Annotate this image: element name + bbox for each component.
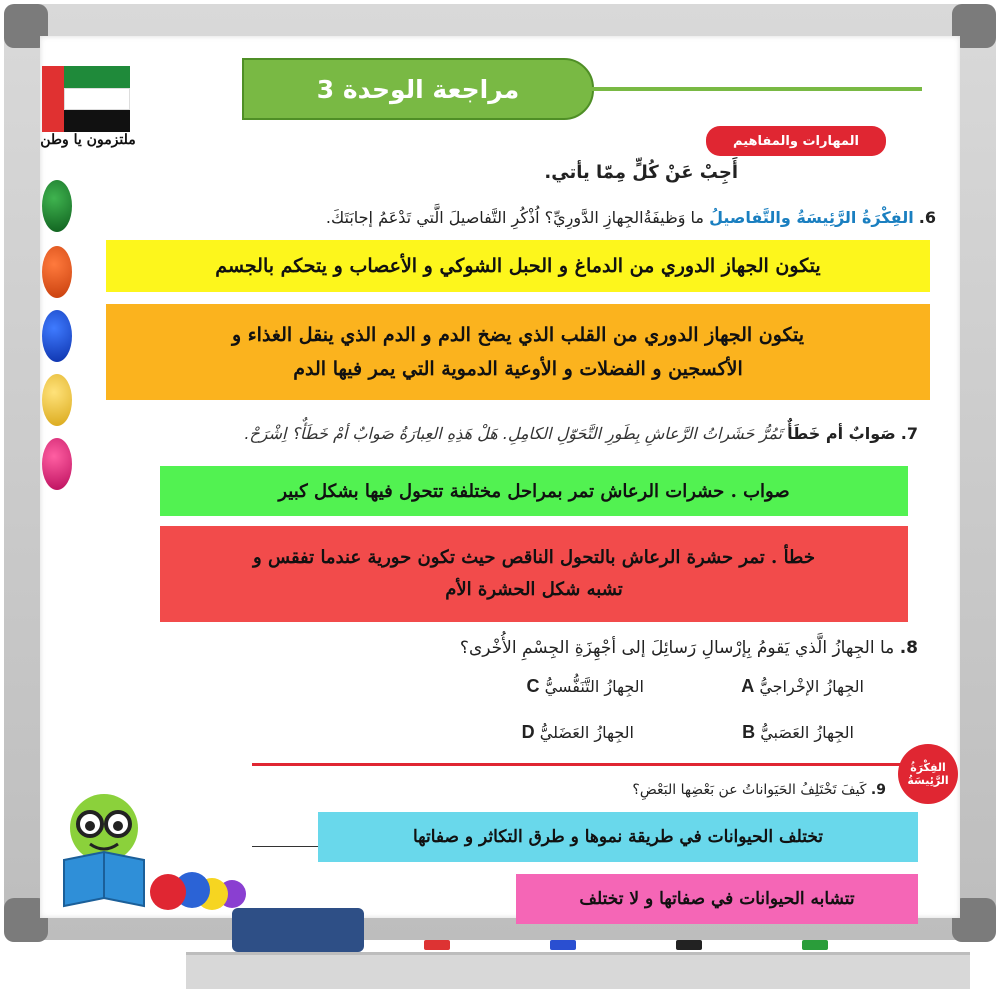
option-d-letter: D: [521, 722, 535, 742]
question-9: [632, 782, 886, 798]
option-c-text: الجِهازُ التَّنَفُّسيُّ: [544, 677, 644, 696]
question-6-text: ما وَظيفَةُالجِهازِ الدَّورِيِّ؟ اُذْكُرِ التَّفاصيلَ الَّتي تَدْعَمُ إجابَتَكَ.: [325, 208, 704, 227]
q6-answer-yellow-text: يتكون الجهاز الدوري من الدماغ و الحبل الشوكي و الأعصاب و يتحكم بالجسم: [215, 255, 821, 277]
page-title: مراجعة الوحدة 3: [316, 74, 520, 104]
option-c[interactable]: [527, 676, 644, 697]
option-a-text: الجِهازُ الإخْراجيُّ: [759, 677, 864, 696]
question-7-number: 7.: [900, 424, 918, 443]
option-a[interactable]: [741, 676, 864, 697]
title-underline: [592, 87, 922, 91]
flag-caption: ملتزمون يا وطن: [40, 132, 136, 148]
black-marker-icon: [676, 940, 702, 950]
uae-flag-icon: [42, 66, 130, 132]
q7-answer-red-line1: خطأ . تمر حشرة الرعاش بالتحول الناقص حيث تكون حورية عندما تفقس و: [253, 546, 815, 568]
q6-answer-orange[interactable]: [106, 304, 930, 400]
option-b-letter: B: [742, 722, 756, 742]
skills-concepts-badge: المهارات والمفاهيم: [706, 126, 886, 156]
q9-answer-cyan[interactable]: [318, 812, 918, 862]
q7-answer-red-line2: تشبه شكل الحشرة الأم: [445, 579, 623, 600]
option-d[interactable]: [522, 722, 634, 743]
question-7-text: تَمُرُّ حَشَراتُ الرَّعاشِ بِطَورِ التَّحَوّلِ الكامِلِ. هَلْ هَذِهِ العِبارَةُ صَوابٌ أمْ خَطَأٌ؟ اِشْرَحْ.: [244, 424, 783, 443]
option-b-text: الجِهازُ العَصَبيُّ: [760, 723, 854, 742]
q6-answer-yellow[interactable]: [106, 240, 930, 292]
question-6-lead: الفِكْرَةُ الرَّئِيسَةُ والتَّفاصيلُ: [709, 208, 914, 227]
question-8-text: ما الجِهازُ الَّذي يَقومُ بِإرْسالِ رَسائِلَ إلى أجْهِزَةِ الجِسْمِ الأُخْرى؟: [459, 638, 895, 658]
q9-answer-cyan-text: تختلف الحيوانات في طريقة نموها و طرق التكاثر و صفاتها: [412, 827, 824, 847]
question-9-number: 9.: [870, 782, 886, 798]
q6-answer-orange-line1: يتكون الجهاز الدوري من القلب الذي يضخ الدم و الدم الذي ينقل الغذاء و: [231, 323, 805, 346]
blue-marker-icon: [550, 940, 576, 950]
red-marker-icon: [424, 940, 450, 950]
question-8: [460, 638, 918, 658]
marker-tray: [186, 952, 970, 989]
question-6: [326, 208, 936, 227]
q7-answer-green[interactable]: [160, 466, 908, 516]
q9-answer-pink[interactable]: [516, 874, 918, 924]
main-idea-badge: الفِكْرَةُ الرَّئِيسَةُ: [898, 744, 958, 804]
yellow-magnet-icon: [42, 374, 72, 426]
instruction-text: أَجِبْ عَنْ كُلٍّ مِمّا يأتي.: [544, 162, 738, 183]
blue-magnet-icon: [42, 310, 72, 362]
green-magnet-icon: [42, 180, 72, 232]
question-7: [244, 424, 918, 443]
answer-blank-line: [252, 846, 318, 847]
q7-answer-red[interactable]: [160, 526, 908, 622]
option-d-text: الجِهازُ العَضَليُّ: [539, 723, 634, 742]
option-a-letter: A: [741, 676, 755, 696]
q6-answer-orange-line2: الأكسجين و الفضلات و الأوعية الدموية التي يمر فيها الدم: [293, 358, 743, 380]
pink-magnet-icon: [42, 438, 72, 490]
question-8-number: 8.: [899, 638, 918, 658]
option-c-letter: C: [526, 676, 540, 696]
orange-magnet-icon: [42, 246, 72, 298]
question-9-text: كَيفَ تَخْتَلِفُ الحَيَواناتُ عن بَعْضِها البَعْضِ؟: [632, 782, 867, 798]
q7-answer-green-text: صواب . حشرات الرعاش تمر بمراحل مختلفة تتحول فيها بشكل كبير: [278, 480, 790, 502]
eraser-icon: [232, 908, 364, 952]
section-divider: [252, 763, 900, 766]
option-b[interactable]: [742, 722, 854, 743]
unit-review-title-bar: [242, 58, 594, 120]
question-6-number: 6.: [918, 208, 936, 227]
bookworm-mascot-icon: [56, 790, 246, 920]
green-marker-icon: [802, 940, 828, 950]
question-7-lead: صَوابٌ أم خَطَأٌ: [787, 424, 896, 443]
q9-answer-pink-text: تتشابه الحيوانات في صفاتها و لا تختلف: [579, 889, 855, 909]
